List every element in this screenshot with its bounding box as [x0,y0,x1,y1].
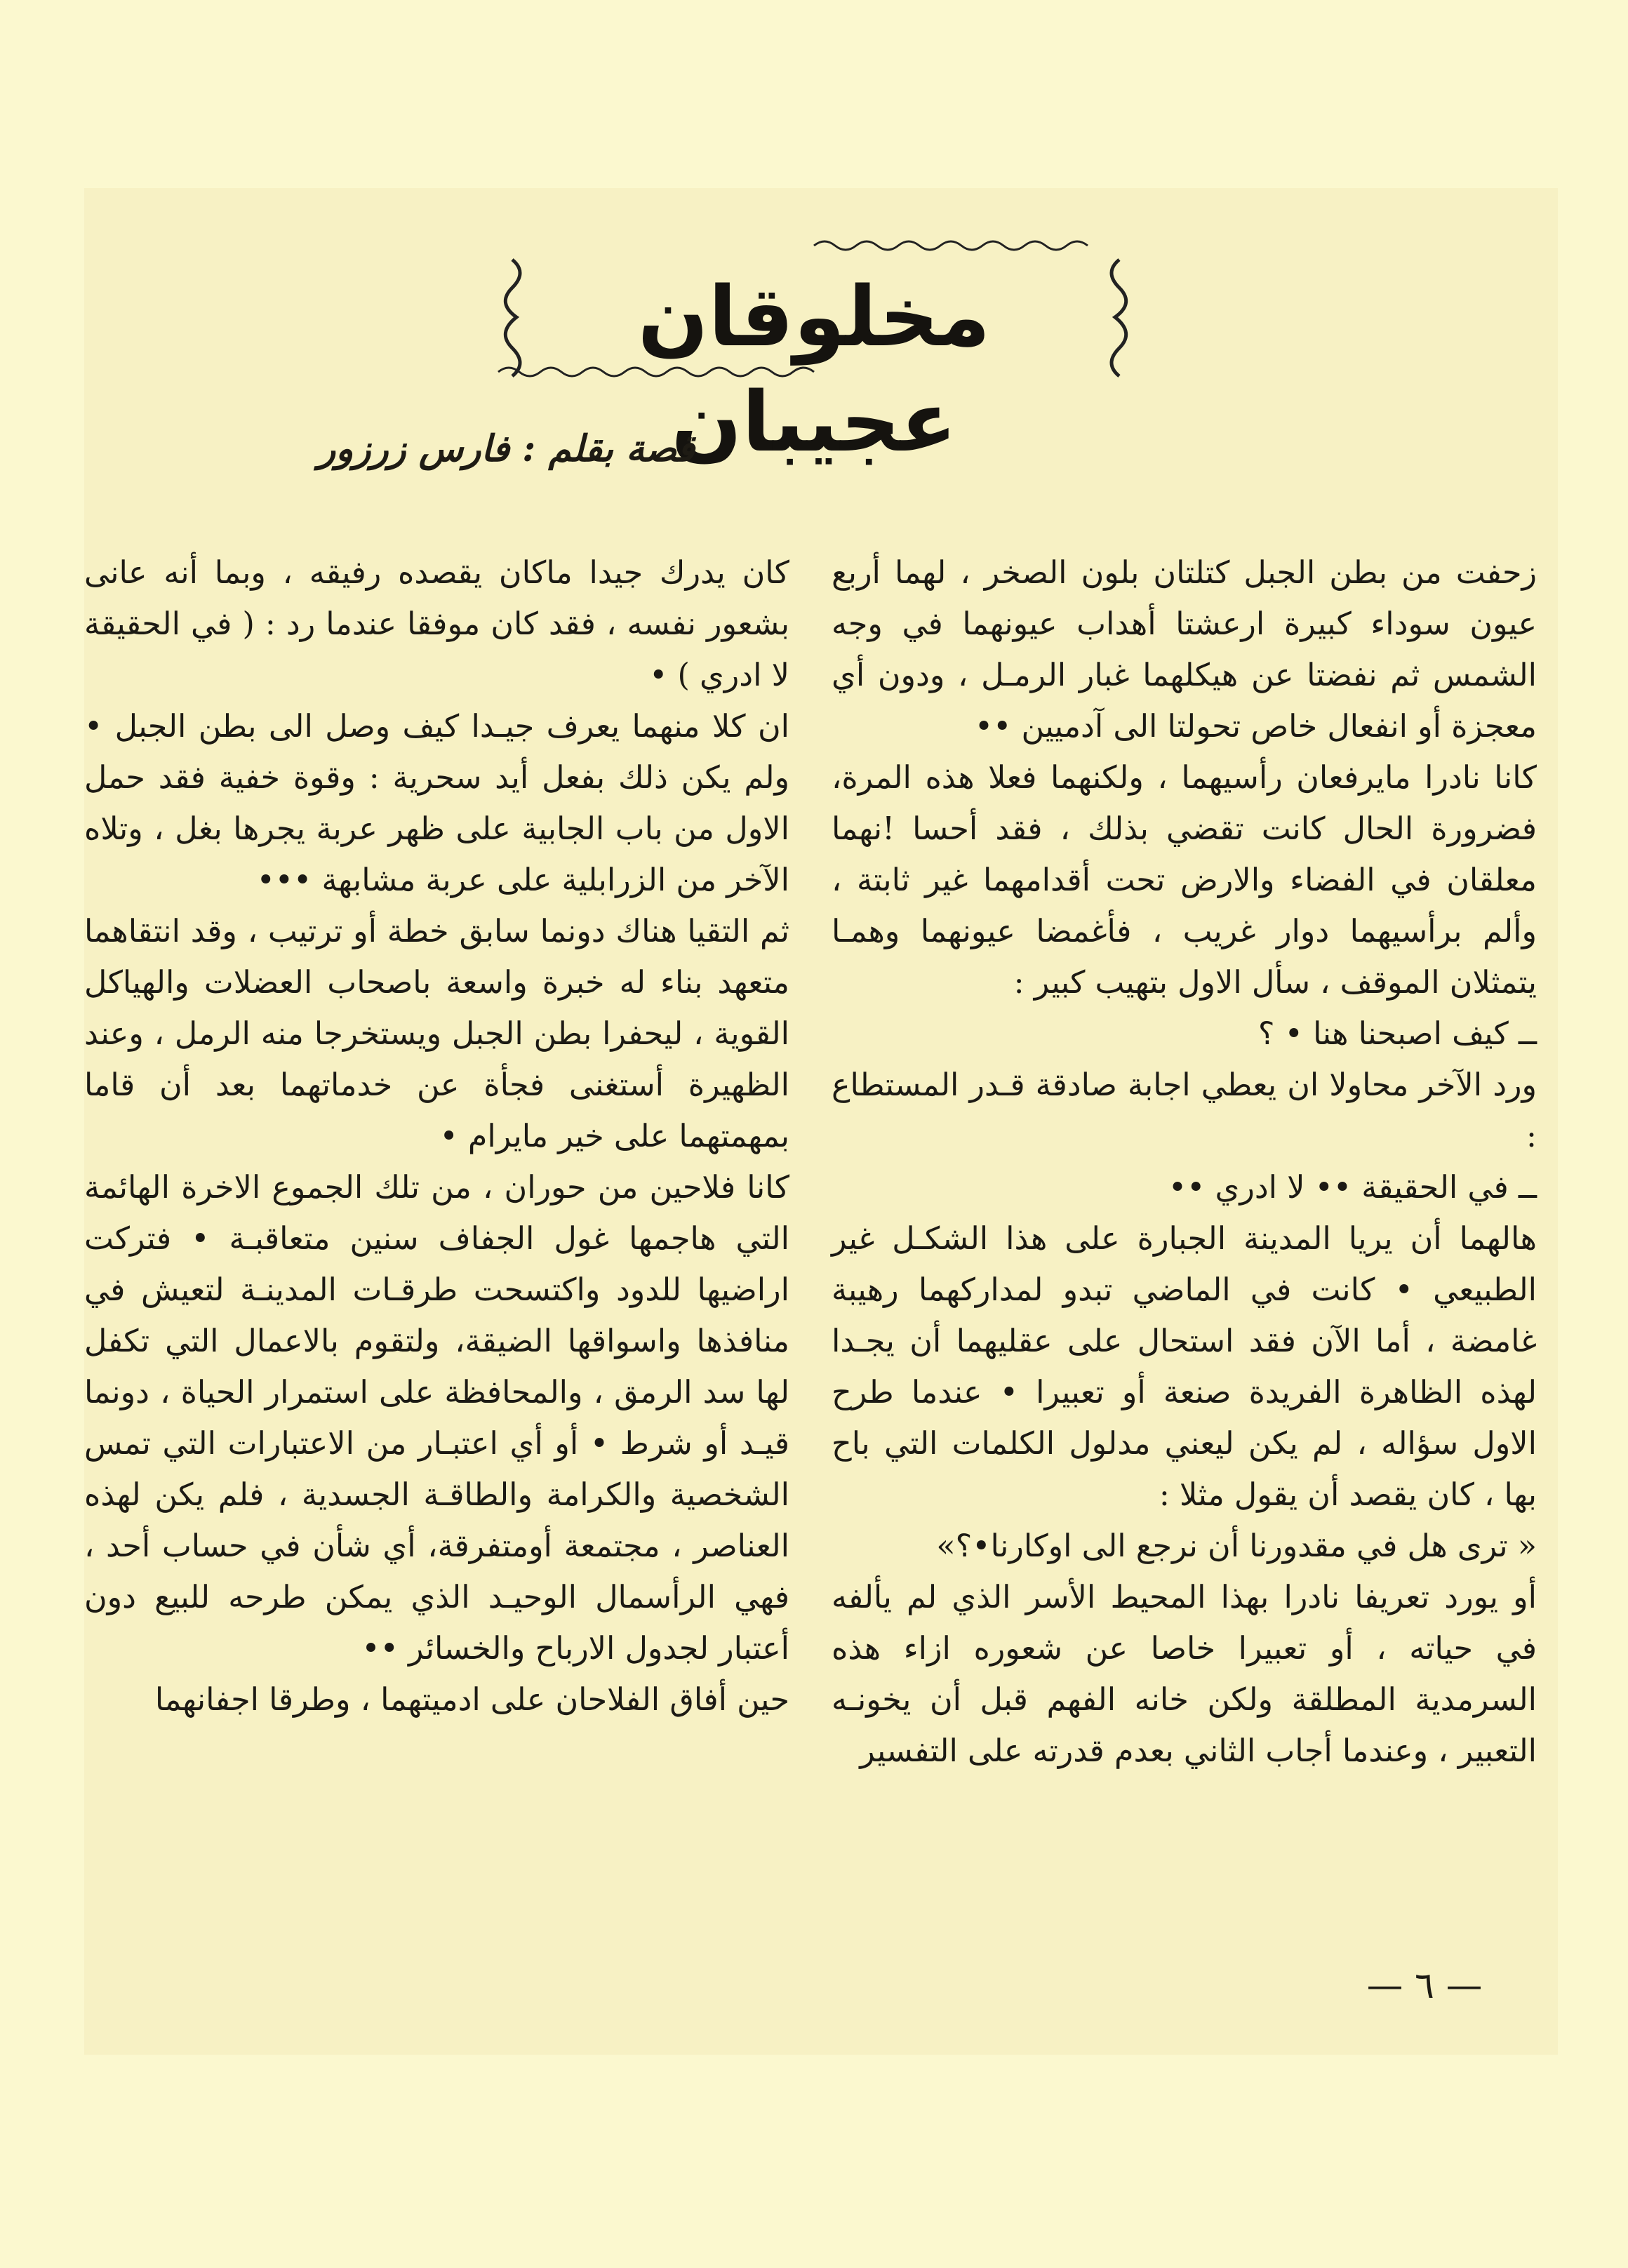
dialogue-line: ــ كيف اصبحنا هنا • ؟ [1257,1016,1537,1052]
paragraph: كانا فلاحين من حوران ، من تلك الجموع الاخرة الهائمة التي هاجمها غول الجفاف سنين متعاقبـة • فتركت اراضيها للدود واكتسحت طرقـات المدينـة لتعيش في منافذها واسواقها الضيقة، ولتقوم بالاعمال التي تكفل لها سد الرمق ، والمحافظة على استمرار الحياة ، دونما قيـد أو شرط • أو أي اعتبـار من الاعتبارات التي تمس الشخصية والكرامة والطاقـة الجسدية ، فلم يكن لهذه العناصر ، مجتمعة أومتفرقة، أي شأن في حساب أحد ، فهي الرأسمال الوحيـد الذي يمكن طرحه للبيع دون أعتبار لجدول الارباح والخسائر •• [84,1170,789,1667]
left-brace [505,260,520,376]
paragraph: ثم التقيا هناك دونما سابق خطة أو ترتيب ، وقد انتقاهما متعهد بناء له خبرة واسعة باصحاب العضلات والهياكل القوية ، ليحفرا بطن الجبل ويستخرجا منه الرمل ، وعند الظهيرة أستغنى فجأة عن خدماتهما بعد أن قاما بمهمتهما على خير مايرام • [84,914,789,1154]
right-brace [1112,260,1126,376]
top-wavy-line [814,241,1088,250]
text-column-left [84,547,789,1726]
paragraph: ان كلا منهما يعرف جيـدا كيف وصل الى بطن الجبل • ولم يكن ذلك بفعل أيد سحرية : وقوة خفية فقد حمل الاول من باب الجابية على ظهر عربة يجرها بغل ، وتلاه الآخر من الزرابلية على عربة مشابهة ••• [84,709,789,898]
article-title: مخلوقان عجيبان [637,268,991,470]
text-column-right [832,547,1537,1777]
paragraph: حين أفاق الفلاحان على ادميتهما ، وطرقا اجفانهما [154,1682,789,1718]
paragraph: زحفت من بطن الجبل كتلتان بلون الصخر ، لهما أربع عيون سوداء كبيرة ارعشتا أهداب عيونهما في وجه الشمس ثم نفضتا عن هيكلهما غبار الرمـل ، ودون أي معجزة أو انفعال خاص تحولتا الى آدميين •• [832,555,1537,745]
paragraph: هالهما أن يريا المدينة الجبارة على هذا الشكـل غير الطبيعي • كانت في الماضي تبدو لمداركهما رهيبة غامضة ، أما الآن فقد استحال على عقليهما أن يجـدا لهذه الظاهرة الفريدة صنعة أو تعبيرا • عندما طرح الاول سؤاله ، لم يكن ليعني مدلول الكلمات التي باح بها ، كان يقصد أن يقول مثلا : [832,1221,1537,1513]
dialogue-line: ــ في الحقيقة •• لا ادري •• [1168,1170,1537,1206]
paragraph: كانا نادرا مايرفعان رأسيهما ، ولكنهما فعلا هذه المرة، فضرورة الحال كانت تقضي بذلك ، فقد أحسا !نهما معلقان في الفضاء والارض تحت أقدامهما غير ثابتة ، وألم برأسيهما دوار غريب ، فأغمضا عيونهما وهمـا يتمثلان الموقف ، سأل الاول بتهيب كبير : [832,760,1537,1001]
page-number: — ٦ — [1366,1965,1483,2007]
paragraph: كان يدرك جيدا ماكان يقصده رفيقه ، وبما أنه عانى بشعور نفسه ، فقد كان موفقا عندما رد : ( في الحقيقة لا ادري ) • [84,555,789,693]
article-byline: قصة بقلم : فارس زرزور [318,427,695,470]
paragraph: ورد الآخر محاولا ان يعطي اجابة صادقة قـدر المستطاع : [832,1067,1537,1154]
paragraph: أو يورد تعريفا نادرا بهذا المحيط الأسر الذي لم يألفه في حياته ، أو تعبيرا خاصا عن شعوره ازاء هذه السرمدية المطلقة ولكن خانه الفهم قبل أن يخونـه التعبير ، وعندما أجاب الثاني بعدم قدرته على التفسير [832,1580,1537,1769]
quote-line: « ترى هل في مقدورنا أن نرجع الى اوكارنا•؟» [936,1528,1537,1564]
